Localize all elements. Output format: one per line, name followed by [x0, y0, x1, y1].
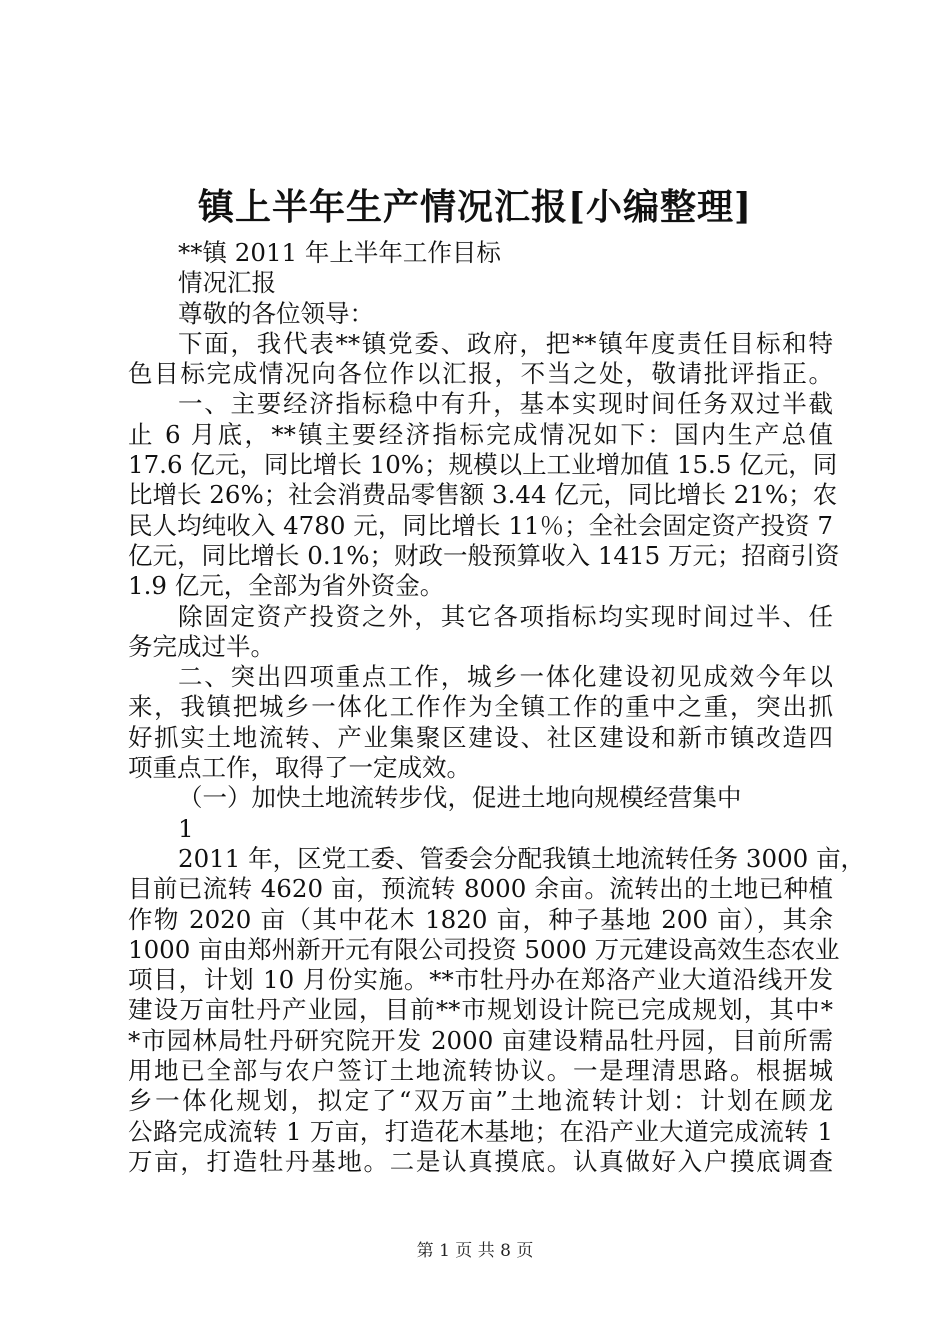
text-line: 色目标完成情况向各位作以汇报，不当之处，敬请批评指正。 [128, 359, 833, 389]
document-body [128, 238, 866, 1177]
text-line: 用地已全部与农户签订土地流转协议。一是理清思路。根据城 [128, 1056, 833, 1086]
text-line: 情况汇报 [178, 268, 276, 298]
text-line: 二、突出四项重点工作，城乡一体化建设初见成效今年以 [178, 662, 833, 692]
text-line: 比增长 26%；社会消费品零售额 3.44 亿元，同比增长 21%；农 [128, 480, 838, 510]
text-line: 务完成过半。 [128, 631, 275, 661]
text-line: 建设万亩牡丹产业园，目前**市规划设计院已完成规划，其中* [128, 995, 833, 1025]
text-line: 止 6 月底，**镇主要经济指标完成情况如下：国内生产总值 [128, 419, 833, 449]
page-number-inline: 1 [178, 813, 194, 843]
text-line: 万亩，打造牡丹基地。二是认真摸底。认真做好入户摸底调查 [128, 1146, 833, 1176]
text-line: 乡一体化规划，拟定了“双万亩”土地流转计划：计划在顾龙 [128, 1086, 833, 1116]
text-line: *市园林局牡丹研究院开发 2000 亩建设精品牡丹园，目前所需 [128, 1025, 833, 1055]
text-line: 尊敬的各位领导： [178, 298, 374, 328]
text-line: 下面，我代表**镇党委、政府，把**镇年度责任目标和特 [178, 328, 833, 358]
text-line: 1000 亩由郑州新开元有限公司投资 5000 万元建设高效生态农业 [128, 934, 840, 964]
page-footer: 第 1 页 共 8 页 [416, 1241, 534, 1261]
text-line: 亿元，同比增长 0.1%；财政一般预算收入 1415 万元；招商引资 [128, 540, 840, 570]
text-line: 项重点工作，取得了一定成效。 [128, 753, 471, 783]
text-line: 公路完成流转 1 万亩，打造花木基地；在沿产业大道完成流转 1 [128, 1116, 833, 1146]
text-line: 目前已流转 4620 亩，预流转 8000 余亩。流转出的土地已种植 [128, 874, 833, 904]
text-line: 一、主要经济指标稳中有升，基本实现时间任务双过半截 [178, 389, 833, 419]
text-line: 作物 2020 亩（其中花木 1820 亩，种子基地 200 亩），其余 [128, 904, 833, 934]
text-line: 17.6 亿元，同比增长 10%；规模以上工业增加值 15.5 亿元，同 [128, 450, 838, 480]
text-line: 1.9 亿元，全部为省外资金。 [128, 571, 445, 601]
text-line: **镇 2011 年上半年工作目标 [178, 238, 501, 267]
text-line: 好抓实土地流转、产业集聚区建设、社区建设和新市镇改造四 [128, 722, 833, 752]
text-line: 项目，计划 10 月份实施。**市牡丹办在郑洛产业大道沿线开发 [128, 965, 833, 995]
text-line: 民人均纯收入 4780 元，同比增长 11％；全社会固定资产投资 7 [128, 510, 833, 540]
document-title: 镇上半年生产情况汇报[小编整理] [197, 186, 753, 228]
text-line: （一）加快土地流转步伐，促进土地向规模经营集中 [178, 783, 742, 813]
text-line: 2011 年，区党工委、管委会分配我镇土地流转任务 3000 亩， [178, 843, 866, 873]
text-line: 来，我镇把城乡一体化工作作为全镇工作的重中之重，突出抓 [128, 692, 833, 722]
text-line: 除固定资产投资之外，其它各项指标均实现时间过半、任 [178, 601, 833, 631]
